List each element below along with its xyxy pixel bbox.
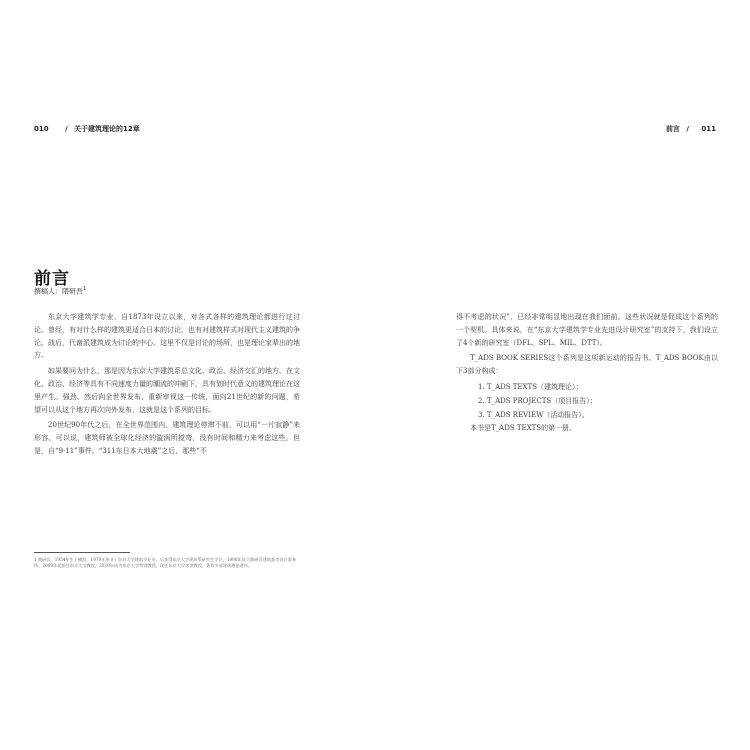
footnote-rule	[34, 552, 130, 553]
author-name: 撰稿人：隈研吾	[34, 287, 83, 296]
author-line	[34, 286, 86, 296]
author-footnote-mark: 1	[83, 286, 87, 292]
series-list	[456, 381, 718, 421]
footnote: 1 隈研吾，1954年生于横滨，1979年毕业于东京大学建筑学专业，后获得东京大学建筑系研究生学位，1990年设立隈研吾建筑都市设计事务所。2009年起担任东京大学教授，2020年成为东京大学特别教授，现任东京大学名誉教授，著有多部建筑理论著作。	[34, 557, 297, 569]
chapter-title: 前言	[34, 269, 70, 289]
right-closing-paragraph: 本书是T_ADS TEXTS的第一册。	[470, 424, 577, 433]
right-body-text	[456, 311, 718, 438]
left-paragraph-3: 20世纪90年代之后，在全世界范围内，建筑理论停滞不前，可以用“一片寂静”来形容。可以说，建筑师被全球化经济的漩涡所搅弯，没有时间和精力来考虑这些。但是，自“9·11”事件、“311东日本大地震”之后，那些“不	[34, 421, 300, 455]
right-page-number: 011	[701, 125, 716, 133]
left-paragraph-2: 如果要问为什么，那是因为东京大学建筑系总文化、政治、经济交汇的地方。在文化、政治、经济等具有不同速度力量的潮流的冲刷下，具有划时代意义的建筑理论在这里产生。强劲、然后向全世界发布、重新审视这一传统，面向21世纪的新的问题，希望可以从这个地方再次向外发布，这就是这个系列的目标。	[34, 367, 300, 414]
right-header-slash: /	[686, 125, 689, 133]
right-paragraph-2: T_ADS BOOK SERIES这个系列是这项新运动的报告书。T_ADS BOOK由以下3部分构成：	[456, 354, 718, 376]
series-list-item: 2. T_ADS PROJECTS（项目报告）；	[478, 396, 597, 405]
left-header-title: 关于建筑理论的12章	[74, 125, 140, 133]
left-page-number: 010	[34, 125, 49, 133]
right-paragraph-1: 得不考虑的状况”，已经非常明显地出现在我们面前。这些状况就是促成这个系列的一个契机。具体来说，在“东京大学建筑学专业先进设计研究室”的支持下，我们设立了4个新的研究室（DFL、SPL、MIL、DTT）。	[456, 313, 718, 347]
left-header-slash: /	[65, 125, 68, 133]
series-list-item: 3. T_ADS REVIEW（活动报告）。	[478, 410, 589, 419]
left-body-text	[34, 311, 300, 461]
left-running-header	[34, 124, 140, 134]
right-header-title: 前言	[665, 125, 680, 133]
right-running-header	[666, 124, 716, 134]
left-paragraph-1: 东京大学建筑学专业，自1873年设立以来，对各式各样的建筑理论都进行过讨论。曾经，有对什么样的建筑更适合日本的讨论，也有对建筑样式对现代主义建筑的争论。战后，代谢派建筑成为讨论的中心。这里不仅是讨论的场所，也是理论家辈出的地方。	[34, 313, 300, 360]
series-list-item: 1. T_ADS TEXTS（建筑理论）；	[478, 382, 583, 391]
